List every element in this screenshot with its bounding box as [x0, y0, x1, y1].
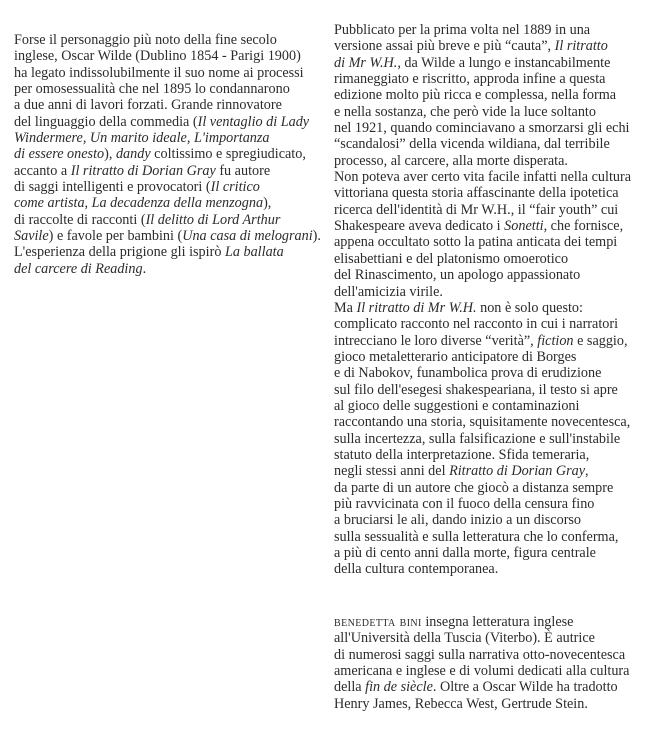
italic-title-text: del carcere di Reading — [14, 260, 143, 277]
text-run: , che fornisce, — [543, 218, 624, 235]
description-line — [334, 333, 631, 349]
text-run: non è solo questo: — [476, 299, 583, 316]
description-line — [334, 365, 631, 381]
text-run: al gioco delle suggestioni e contaminazioni — [334, 397, 580, 414]
description-line — [334, 202, 631, 218]
text-run: della — [334, 679, 366, 696]
italic-title-text: dandy — [115, 146, 151, 163]
text-run: Forse il personaggio più noto della fine secolo — [14, 32, 277, 48]
description-line — [334, 463, 631, 479]
description-line — [334, 185, 631, 201]
text-run: sulla sessualità e sulla letteratura che lo conferma, — [334, 528, 619, 545]
italic-title-text: fin de siècle — [365, 679, 433, 696]
text-run: versione assai più breve e più “cauta”, — [334, 38, 555, 55]
description-line — [334, 512, 631, 528]
text-run: accanto a — [14, 162, 71, 179]
text-run: all'Università della Tuscia (Viterbo). È autrice — [334, 630, 595, 647]
italic-title-text: come artista — [14, 195, 85, 212]
text-run: Ma — [334, 299, 357, 316]
text-run: , — [186, 130, 194, 147]
description-line — [334, 136, 631, 152]
description-line — [334, 251, 631, 267]
description-line — [334, 153, 631, 169]
text-run: edizione molto più ricca e complessa, nella forma — [334, 87, 617, 104]
synopsis-line — [14, 195, 321, 211]
description-line — [334, 398, 631, 414]
text-run: Pubblicato per la prima volta nel 1889 in una — [334, 22, 591, 38]
text-run: raccontando una storia, squisitamente novecentesca, — [334, 414, 631, 431]
synopsis-line — [14, 146, 321, 162]
synopsis-line — [14, 114, 321, 130]
text-run: sulla incertezza, sulla falsificazione e sull'instabile — [334, 430, 621, 447]
italic-title-text: Un marito ideale — [89, 130, 187, 147]
description-line — [334, 120, 631, 136]
description-line — [334, 169, 631, 185]
description-line — [334, 284, 631, 300]
text-run: a più di cento anni dalla morte, figura centrale — [334, 545, 596, 561]
bio-line — [334, 663, 629, 679]
text-run: ), — [263, 195, 272, 212]
italic-title-text: Il ritratto di Dorian Gray — [70, 162, 216, 179]
description-line — [334, 267, 631, 283]
synopsis-line — [14, 261, 321, 277]
description-line — [334, 300, 631, 316]
text-run: appena occultato sotto la patina anticata dei tempi — [334, 234, 618, 251]
italic-title-text: di Mr W.H. — [334, 54, 398, 71]
text-run: di raccolte di racconti ( — [14, 211, 146, 228]
italic-title-text: Windermere — [14, 130, 83, 147]
text-run: ricerca dell'identità di Mr W.H., il “fair youth” cui — [334, 201, 619, 218]
italic-title-text: La decadenza della menzogna — [91, 195, 264, 212]
synopsis-line — [14, 32, 321, 48]
text-run: coltissimo e spregiudicato, — [150, 146, 306, 163]
synopsis-line — [14, 212, 321, 228]
text-run: insegna letteratura inglese — [421, 614, 574, 630]
synopsis-line — [14, 244, 321, 260]
description-line — [334, 382, 631, 398]
text-run: ha legato indissolubilmente il suo nome ai processi — [14, 64, 304, 81]
text-run: dell'amicizia virile. — [334, 283, 443, 300]
text-run: elisabettiani e del platonismo omoerotico — [334, 250, 569, 267]
text-run: L'esperienza della prigione gli ispirò — [14, 244, 225, 261]
italic-title-text: Il ritratto di Mr W.H. — [356, 299, 477, 316]
text-run: rimaneggiato e riscritto, approda infine a questa — [334, 71, 606, 88]
text-run: , — [585, 463, 589, 480]
author-bio — [334, 614, 629, 712]
synopsis-line — [14, 81, 321, 97]
italic-title-text: Savile — [14, 228, 49, 245]
text-run: complicato racconto nel racconto in cui i narratori — [334, 316, 619, 333]
description-line — [334, 104, 631, 120]
description-line — [334, 447, 631, 463]
description-line — [334, 87, 631, 103]
description-line — [334, 414, 631, 430]
text-run: inglese, Oscar Wilde (Dublino 1854 - Parigi 1900) — [14, 48, 301, 65]
text-run: del Rinascimento, un apologo appassionato — [334, 267, 581, 284]
left-column-synopsis — [14, 32, 321, 277]
text-run: vittoriana questa storia affascinante della ipotetica — [334, 185, 619, 202]
italic-title-text: Ritratto di Dorian Gray — [449, 463, 586, 480]
text-run: più ravvicinata con il fuoco della censura fino — [334, 495, 595, 512]
text-run: intrecciano le loro diverse “verità”, — [334, 332, 538, 349]
italic-title-text: Una casa di melograni — [182, 228, 313, 245]
synopsis-line — [14, 163, 321, 179]
description-line — [334, 22, 631, 38]
text-run: e di Nabokov, funambolica prova di erudizione — [334, 365, 602, 382]
text-run: Non poteva aver certo vita facile infatti nella cultura — [334, 169, 632, 186]
text-run: del linguaggio della commedia ( — [14, 113, 198, 130]
description-line — [334, 218, 631, 234]
text-run: , — [82, 130, 90, 147]
text-run: ), — [104, 146, 116, 163]
synopsis-line — [14, 48, 321, 64]
description-line — [334, 480, 631, 496]
text-run: . Oltre a Oscar Wilde ha tradotto — [432, 679, 618, 696]
description-line — [334, 234, 631, 250]
italic-title-text: fiction — [537, 332, 574, 349]
bio-line — [334, 679, 629, 695]
bio-line — [334, 647, 629, 663]
description-line — [334, 529, 631, 545]
description-line — [334, 38, 631, 54]
text-run: Shakespeare aveva dedicato i — [334, 218, 505, 235]
description-line — [334, 496, 631, 512]
text-run: processo, al carcere, alla morte disperata. — [334, 152, 568, 169]
text-run: per omosessualità che nel 1895 lo condannarono — [14, 81, 290, 98]
synopsis-line — [14, 179, 321, 195]
description-line — [334, 545, 631, 561]
italic-title-text: Il ventaglio di Lady — [197, 113, 310, 130]
text-run: , da Wilde a lungo e instancabilmente — [397, 54, 611, 71]
italic-title-text: Il ritratto — [554, 38, 608, 55]
description-line — [334, 55, 631, 71]
text-run: fu autore — [215, 162, 271, 179]
synopsis-line — [14, 65, 321, 81]
description-line — [334, 349, 631, 365]
text-run: gioco metaletterario anticipatore di Borges — [334, 348, 577, 365]
text-run: . — [142, 260, 147, 277]
text-run: americana e inglese e di volumi dedicati alla cultura — [334, 663, 630, 680]
description-line — [334, 561, 631, 577]
synopsis-line — [14, 130, 321, 146]
italic-title-text: L'importanza — [193, 130, 270, 147]
text-run: e nella sostanza, che però vide la luce soltanto — [334, 103, 596, 120]
text-run: di numerosi saggi sulla narrativa otto-novecentesca — [334, 646, 626, 663]
text-run: negli stessi anni del — [334, 463, 450, 480]
text-run: e saggio, — [573, 332, 628, 349]
text-run: da parte di un autore che giocò a distanza sempre — [334, 479, 614, 496]
italic-title-text: La ballata — [224, 244, 284, 261]
italic-title-text: di essere onesto — [14, 146, 105, 163]
description-line — [334, 316, 631, 332]
text-run: “scandalosi” della vicenda wildiana, dal terribile — [334, 136, 610, 153]
description-line — [334, 431, 631, 447]
bio-line — [334, 630, 629, 646]
text-run: ). — [312, 228, 321, 245]
bio-line — [334, 614, 629, 630]
italic-title-text: Il critico — [210, 179, 260, 196]
synopsis-line — [14, 228, 321, 244]
description-line — [334, 71, 631, 87]
italic-title-text: Il delitto di Lord Arthur — [145, 211, 281, 228]
text-run: ) e favole per bambini ( — [48, 228, 183, 245]
text-run: della cultura contemporanea. — [334, 561, 499, 578]
text-run: a bruciarsi le ali, dando inizio a un discorso — [334, 512, 582, 529]
text-run: sul filo dell'esegesi shakespeariana, il testo si apre — [334, 381, 618, 398]
text-run: statuto della interpretazione. Sfida temeraria, — [334, 446, 590, 463]
text-run: di saggi intelligenti e provocatori ( — [14, 179, 211, 196]
text-run: nel 1921, quando cominciavano a smorzarsi gli echi — [334, 120, 630, 137]
synopsis-line — [14, 97, 321, 113]
text-run: , — [84, 195, 92, 212]
text-run: Henry James, Rebecca West, Gertrude Stein. — [334, 695, 588, 712]
italic-title-text: Sonetti — [504, 218, 544, 235]
right-column-book-description — [334, 22, 631, 578]
text-run: a due anni di lavori forzati. Grande rinnovatore — [14, 97, 282, 114]
author-name: benedetta bini — [334, 614, 422, 630]
bio-line — [334, 696, 629, 712]
